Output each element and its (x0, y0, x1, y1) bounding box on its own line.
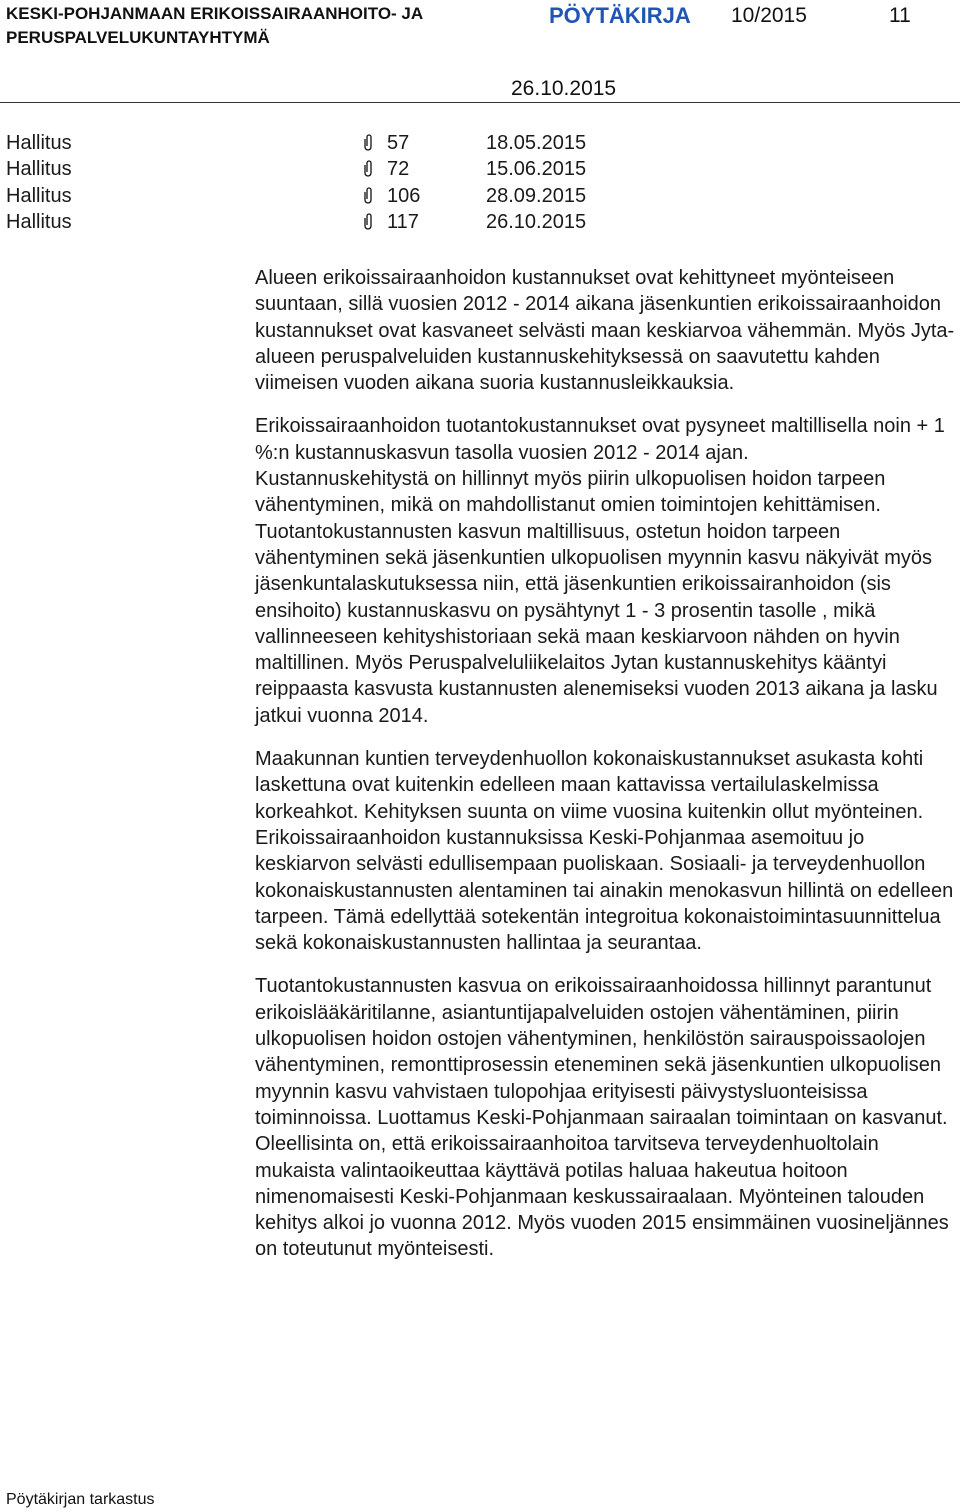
organization-name-line1: KESKI-POHJANMAAN ERIKOISSAIRAANHOITO- JA (6, 4, 424, 23)
paragraph-growth-factors: Tuotantokustannusten kasvua on erikoissairaanhoidossa hillinnyt parantunut erikoislääkäritilanne, asiantuntijapalveluiden ostojen vähentäminen, piirin ulkopuolisen hoidon ostojen vähentyminen, henkilöstön sairauspoissaolojen vähentyminen, remonttiprosessin eteneminen sekä jäsenkuntien ulkopuolisen myynnin kasvu vahvistaen tulopohjaa erityisesti päivystysluonteisissa toiminnoissa. Luottamus Keski-Pohjanmaan sairaalan toimintaan on kasvanut. Oleellisinta on, että erikoissairaanhoitoa tarvitseva terveydenhuoltolain mukaista valintaoikeuttaa käyttävä potilas haluaa hakeutua hoitoon nimenomaisesti Keski-Pohjanmaan keskussairaalaan. Myönteinen talouden kehitys alkoi jo vuonna 2012. Myös vuoden 2015 ensimmäinen vuosineljännes on toteutunut myönteisesti. (255, 975, 949, 1261)
history-body: Hallitus (6, 184, 72, 207)
organization-name (6, 2, 423, 50)
history-section: 57 (387, 132, 410, 154)
history-row (6, 156, 706, 182)
header-divider (0, 102, 960, 103)
history-section: 117 (387, 210, 419, 233)
minutes-body (255, 265, 955, 1280)
paragraph-production-costs: Erikoissairaanhoidon tuotantokustannukset ovat pysyneet maltillisella noin + 1 %:n kustannuskasvun tasolla vuosien 2012 - 2014 ajan. (255, 415, 945, 464)
history-date: 26.10.2015 (486, 210, 587, 233)
paperclip-icon (362, 212, 374, 231)
history-body: Hallitus (6, 132, 72, 154)
paragraph-cost-development: Alueen erikoissairaanhoidon kustannukset ovat kehittyneet myönteiseen suuntaan, sillä vuosien 2012 - 2014 aikana jäsenkuntien erikoissairaanhoidon kustannukset ovat kasvaneet selvästi maan keskiarvoa vähemmän. Myös Jyta-alueen peruspalveluiden kustannuskehityksessä on saavutettu kahden viimeisen vuoden aikana suoria kustannusleikkauksia. (255, 267, 955, 395)
paperclip-icon (362, 186, 374, 205)
history-date: 15.06.2015 (486, 158, 587, 181)
paragraph-cost-restraint: Kustannuskehitystä on hillinnyt myös piirin ulkopuolisen hoidon tarpeen vähentyminen, mikä on mahdollistanut omien toimintojen kehittämisen. Tuotantokustannusten kasvun maltillisuus, ostetun hoidon tarpeen vähentyminen sekä jäsenkuntien ulkopuolisen myynnin kasvu näkyivät myös jäsenkuntalaskutuksessa niin, että jäsenkuntien erikoissairanhoidon (sis ensihoito) kustannuskasvu on pysähtynyt 1 - 3 prosentin tasolle , mikä vallinneeseen kehityshistoriaan sekä maan keskiarvoon nähden on hyvin maltillinen. Myös Peruspalveluliikelaitos Jytan kustannuskehitys kääntyi reippaasta kasvusta kustannusten alenemiseksi vuoden 2013 aikana ja lasku jatkui vuonna 2014. (255, 468, 938, 727)
page-number: 11 (889, 4, 911, 27)
history-row (6, 183, 706, 209)
history-row (6, 209, 706, 235)
history-section: 106 (387, 184, 421, 207)
organization-name-line2: PERUSPALVELUKUNTAYHTYMÄ (6, 28, 270, 47)
document-type: PÖYTÄKIRJA (549, 3, 691, 28)
processing-history (6, 130, 706, 235)
history-date: 18.05.2015 (486, 132, 587, 154)
history-section: 72 (387, 158, 410, 181)
paperclip-icon (362, 159, 374, 178)
page-header (0, 0, 960, 104)
footer-minutes-review: Pöytäkirjan tarkastus (6, 1491, 155, 1508)
paperclip-icon (362, 133, 374, 152)
meeting-date: 26.10.2015 (511, 77, 617, 100)
paragraph-regional-comparison: Maakunnan kuntien terveydenhuollon kokonaiskustannukset asukasta kohti laskettuna ovat kuitenkin edelleen maan kattavissa vertailulaskelmissa korkeahkot. Kehityksen suunta on viime vuosina kuitenkin ollut myönteinen. Erikoissairaanhoidon kustannuksissa Keski-Pohjanmaa asemoituu jo keskiarvon selvästi edullisempaan puoliskaan. Sosiaali- ja terveydenhuollon kokonaiskustannusten alentaminen tai ainakin menokasvun hillintä on edelleen tarpeen. Tämä edellyttää sotekentän integroitua kokonaistoimintasuunnittelua sekä kokonaiskustannusten hallintaa ja seurantaa. (255, 748, 954, 955)
history-date: 28.09.2015 (486, 184, 587, 207)
history-row (6, 130, 706, 156)
document-number: 10/2015 (731, 4, 807, 27)
history-body: Hallitus (6, 158, 72, 181)
history-body: Hallitus (6, 210, 72, 233)
